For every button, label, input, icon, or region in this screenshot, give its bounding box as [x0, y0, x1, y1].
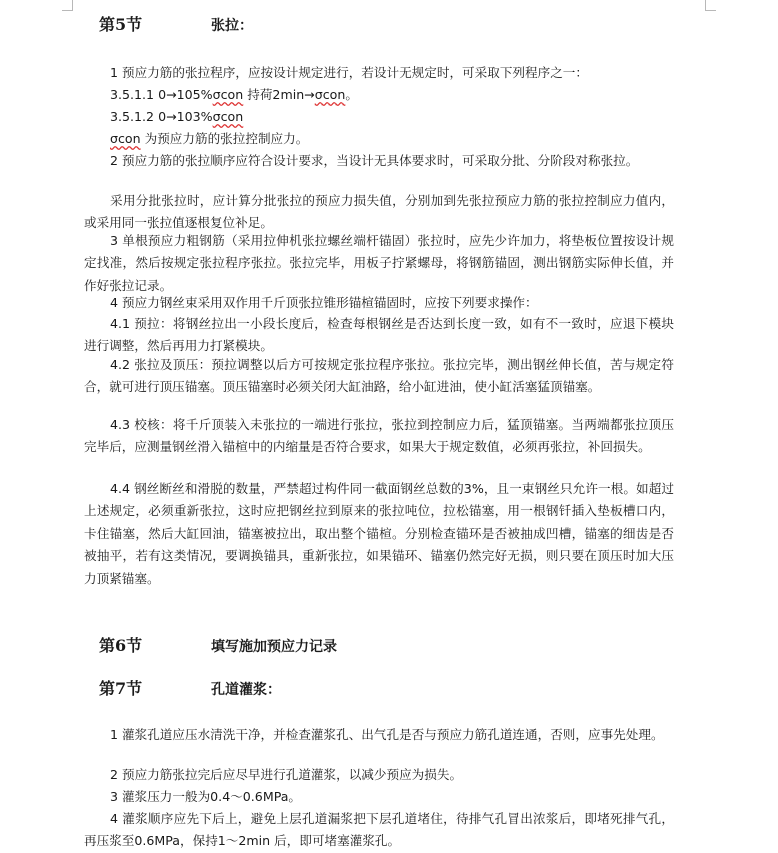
- paragraph: 3.5.1.1 0→105%σcon 持荷2min→σcon。: [110, 87, 358, 102]
- sigma-con-symbol: σcon: [314, 87, 346, 102]
- section-5-heading: [99, 12, 253, 35]
- paragraph: 4.2 张拉及顶压：预拉调整以后方可按规定张拉程序张拉。张拉完毕，测出钢丝伸长值，苦与规定符合，就可进行顶压锚塞。顶压锚塞时必须关闭大缸油路，给小缸进油，使小缸活塞猛顶锚塞。: [84, 357, 674, 395]
- paragraph: 4 预应力钢丝束采用双作用千斤顶张拉锥形锚楦锚固时，应按下列要求操作：: [110, 295, 538, 310]
- paragraph: 3 单根预应力粗钢筋（采用拉伸机张拉螺丝端杆锚固）张拉时，应先少许加力，将垫板位置按设计规定找准，然后按规定张拉程序张拉。张拉完毕，用板子拧紧螺母，将钢筋锚固，测出钢筋实际伸长值，并作好张拉记录。: [84, 233, 674, 293]
- section-number: 第7节: [99, 679, 143, 698]
- section-title: 张拉：: [211, 18, 253, 34]
- section-title: 填写施加预应力记录: [211, 639, 337, 655]
- paragraph: 1 灌浆孔道应压水清洗干净，并检查灌浆孔、出气孔是否与预应力筋孔道连通，否则，应事先处理。: [110, 727, 664, 742]
- paragraph: 1 预应力筋的张拉程序，应按设计规定进行，若设计无规定时，可采取下列程序之一：: [110, 65, 588, 80]
- section-number: 第6节: [99, 636, 143, 655]
- page-corner-mark: [705, 0, 716, 11]
- paragraph: 3.5.1.2 0→103%σcon: [110, 109, 244, 124]
- paragraph: 采用分批张拉时，应计算分批张拉的预应力损失值，分别加到先张拉预应力筋的张拉控制应力值内，或采用同一张拉值逐根复位补足。: [84, 193, 674, 231]
- paragraph: 3 灌浆压力一般为0.4～0.6MPa。: [110, 789, 302, 804]
- paragraph: 4.1 预拉：将钢丝拉出一小段长度后，检查每根钢丝是否达到长度一致，如有不一致时，应退下模块进行调整，然后再用力打紧模块。: [84, 316, 674, 354]
- section-6-heading: [99, 633, 337, 656]
- paragraph: σcon 为预应力筋的张拉控制应力。: [110, 131, 309, 146]
- sigma-con-symbol: σcon: [110, 131, 141, 146]
- section-7-heading: [99, 676, 281, 699]
- paragraph: 2 预应力筋张拉完后应尽早进行孔道灌浆，以减少预应为损失。: [110, 767, 463, 782]
- section-title: 孔道灌浆：: [211, 682, 281, 698]
- paragraph: 4 灌浆顺序应先下后上，避免上层孔道漏浆把下层孔道堵住，待排气孔冒出浓浆后，即堵死排气孔，再压浆至0.6MPa，保持1～2min 后，即可堵塞灌浆孔。: [84, 811, 674, 849]
- paragraph: 2 预应力筋的张拉顺序应符合设计要求，当设计无具体要求时，可采取分批、分阶段对称张拉。: [110, 153, 639, 168]
- paragraph: 4.3 校核：将千斤顶装入未张拉的一端进行张拉，张拉到控制应力后，猛顶锚塞。当两端都张拉顶压完毕后，应测量钢丝滑入锚楦中的内缩量是否符合要求，如果大于规定数值，必须再张拉，补回损失。: [84, 417, 674, 455]
- page-corner-mark: [62, 0, 73, 11]
- sigma-con-symbol: σcon: [212, 87, 244, 102]
- sigma-con-symbol: σcon: [212, 109, 244, 124]
- section-number: 第5节: [99, 15, 143, 34]
- paragraph: 4.4 钢丝断丝和滑脱的数量，严禁超过构件同一截面钢丝总数的3%，且一束钢丝只允许一根。如超过上述规定，必须重新张拉，这时应把钢丝拉到原来的张拉吨位，拉松锚塞，用一根钢钎插入垫板槽口内，卡住锚塞，然后大缸回油，锚塞被拉出，取出整个锚楦。分别检查锚环是否被抽成凹槽，锚塞的细齿是否被抽平，若有这类情况，要调换锚具，重新张拉，如果锚环、锚塞仍然完好无损，则只要在顶压时加大压力顶紧锚塞。: [84, 481, 674, 586]
